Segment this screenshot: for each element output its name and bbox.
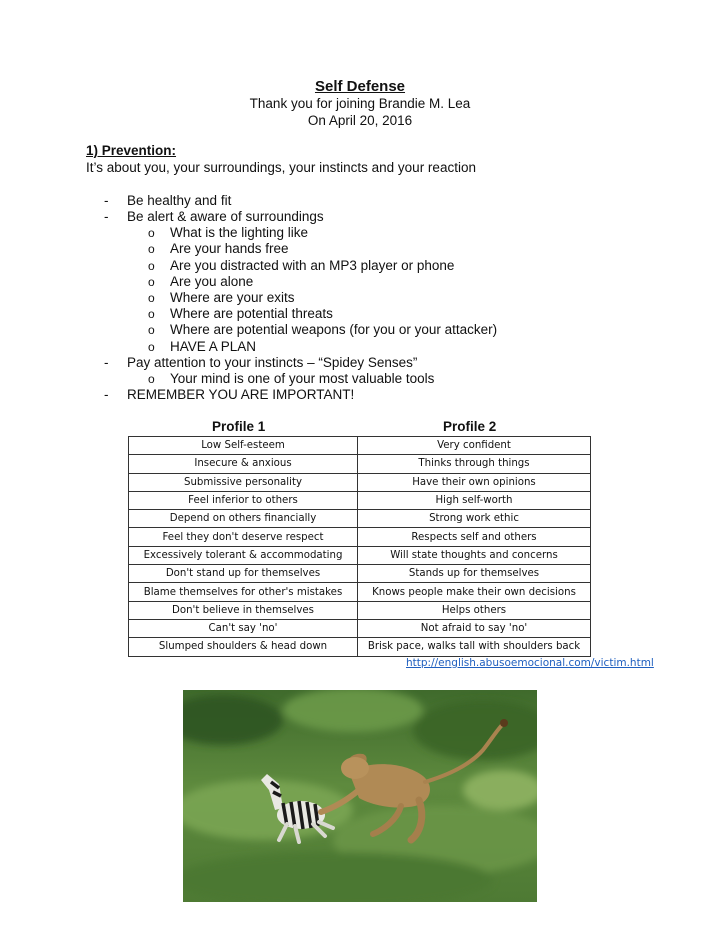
circle-marker: o — [148, 340, 155, 354]
circle-marker: o — [148, 291, 155, 305]
profile1-cell: Don't stand up for themselves — [129, 565, 358, 583]
table-row — [129, 510, 591, 528]
circle-marker: o — [148, 259, 155, 273]
photo-illustration — [183, 690, 537, 902]
profile2-cell: Thinks through things — [358, 455, 591, 473]
profile2-cell: Respects self and others — [358, 528, 591, 546]
bullet-text: Pay attention to your instincts – “Spidey Senses” — [127, 355, 418, 370]
profiles-table — [128, 436, 591, 657]
table-row — [129, 619, 591, 637]
bullet-text: Your mind is one of your most valuable tools — [170, 371, 435, 386]
table-row — [129, 601, 591, 619]
table-row — [129, 546, 591, 564]
profile1-cell: Excessively tolerant & accommodating — [129, 546, 358, 564]
profile2-cell: Not afraid to say 'no' — [358, 619, 591, 637]
bullet-text: Where are your exits — [170, 290, 295, 305]
circle-marker: o — [148, 226, 155, 240]
source-link[interactable]: http://english.abusoemocional.com/victim.html — [406, 657, 654, 669]
document-title: Self Defense — [314, 78, 406, 95]
profile1-cell: Feel inferior to others — [129, 491, 358, 509]
profile2-cell: Have their own opinions — [358, 473, 591, 491]
profile2-cell: High self-worth — [358, 491, 591, 509]
section-heading-prevention: 1) Prevention: — [86, 143, 177, 158]
profile2-cell: Will state thoughts and concerns — [358, 546, 591, 564]
profile1-cell: Feel they don't deserve respect — [129, 528, 358, 546]
profile2-cell: Very confident — [358, 437, 591, 455]
table-row — [129, 528, 591, 546]
subtitle-date: On April 20, 2016 — [307, 113, 413, 128]
bullet-text: REMEMBER YOU ARE IMPORTANT! — [127, 387, 355, 402]
profile1-cell: Insecure & anxious — [129, 455, 358, 473]
profile2-cell: Strong work ethic — [358, 510, 591, 528]
bullet-text: Are your hands free — [170, 241, 289, 256]
profile2-cell: Helps others — [358, 601, 591, 619]
bullet-text: Be healthy and fit — [127, 193, 232, 208]
profile2-cell: Brisk pace, walks tall with shoulders back — [358, 638, 591, 656]
lioness-chasing-zebra-photo — [183, 690, 537, 902]
dash-marker: - — [104, 209, 109, 224]
table-row — [129, 473, 591, 491]
subtitle-joining: Thank you for joining Brandie M. Lea — [249, 96, 471, 111]
bullet-text: What is the lighting like — [170, 225, 309, 240]
table-row — [129, 455, 591, 473]
bullet-text: Are you distracted with an MP3 player or phone — [170, 258, 455, 273]
profile1-cell: Don't believe in themselves — [129, 601, 358, 619]
circle-marker: o — [148, 323, 155, 337]
profile2-cell: Knows people make their own decisions — [358, 583, 591, 601]
profile1-cell: Low Self-esteem — [129, 437, 358, 455]
profile1-heading: Profile 1 — [212, 419, 266, 434]
table-row — [129, 491, 591, 509]
dash-marker: - — [104, 355, 109, 370]
circle-marker: o — [148, 307, 155, 321]
profile1-cell: Submissive personality — [129, 473, 358, 491]
section-intro: It’s about you, your surroundings, your instincts and your reaction — [86, 160, 476, 175]
bullet-text: Be alert & aware of surroundings — [127, 209, 324, 224]
table-row — [129, 565, 591, 583]
bullet-text: Where are potential weapons (for you or your attacker) — [170, 322, 498, 337]
profile2-cell: Stands up for themselves — [358, 565, 591, 583]
profile1-cell: Can't say 'no' — [129, 619, 358, 637]
bullet-text: Are you alone — [170, 274, 254, 289]
profile1-cell: Slumped shoulders & head down — [129, 638, 358, 656]
circle-marker: o — [148, 242, 155, 256]
profile1-cell: Blame themselves for other's mistakes — [129, 583, 358, 601]
bullet-text: Where are potential threats — [170, 306, 333, 321]
circle-marker: o — [148, 275, 155, 289]
profile1-cell: Depend on others financially — [129, 510, 358, 528]
table-row — [129, 583, 591, 601]
profile2-heading: Profile 2 — [443, 419, 497, 434]
dash-marker: - — [104, 387, 109, 402]
bullet-text: HAVE A PLAN — [170, 339, 257, 354]
circle-marker: o — [148, 372, 155, 386]
dash-marker: - — [104, 193, 109, 208]
table-row — [129, 437, 591, 455]
table-row — [129, 638, 591, 656]
